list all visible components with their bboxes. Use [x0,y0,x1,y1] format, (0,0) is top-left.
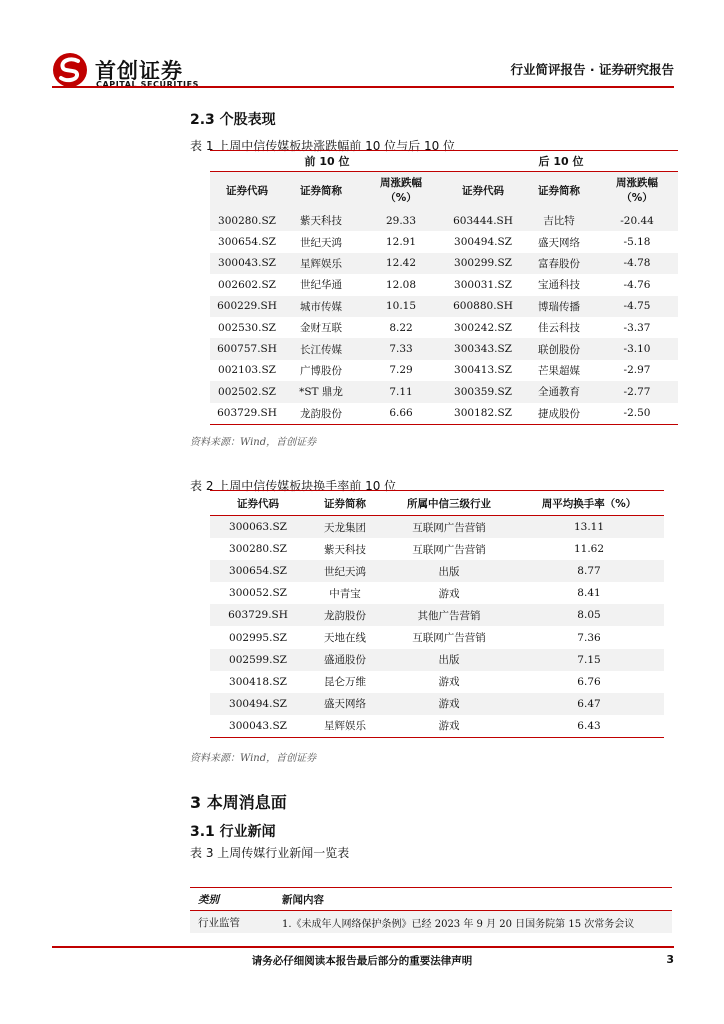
table-row [190,911,672,934]
table-cell: 002530.SZ [218,321,276,334]
table-cell: 300359.SZ [454,385,512,398]
table-cell: 全通教育 [538,386,581,399]
header-divider [52,86,674,88]
table-cell: 7.29 [389,364,413,377]
table-cell: -3.37 [623,321,651,334]
table-cell: 603729.SH [228,609,288,622]
table-cell: 互联网广告营销 [412,521,486,534]
table-cell: 600229.SH [217,300,277,313]
table-cell: 8.77 [577,565,601,578]
table-row [210,560,664,582]
table-row [210,338,678,359]
legal-disclaimer-note: 请务必仔细阅读本报告最后部分的重要法律声明 [251,955,473,967]
table-cell: 12.08 [385,278,417,291]
table-cell: 12.42 [385,257,417,270]
report-type-title: 行业简评报告 · 证券研究报告 [510,62,674,77]
table-cell: 10.15 [385,300,417,313]
table-cell: 29.33 [385,214,417,227]
table2-caption: 表 2 上周中信传媒板块换手率前 10 位 [190,479,397,493]
table-header-row [210,491,664,516]
table-cell: 中青宝 [329,587,361,600]
table-cell: 13.11 [573,521,605,534]
table-cell: 300280.SZ [218,214,276,227]
table-cell: 300413.SZ [454,364,512,377]
table-cell: -2.77 [623,385,651,398]
table-cell: 昆仑万维 [324,676,366,689]
column-header: 证券简称 [300,184,342,197]
table-cell: -2.97 [623,364,651,377]
group-header-bottom10: 后 10 位 [444,151,678,172]
section-heading-3: 3 本周消息面 [190,793,287,812]
table-cell: 7.33 [389,343,413,356]
table-cell: 博瑞传播 [538,300,581,313]
table-cell: 6.47 [577,697,601,710]
table-cell: 7.11 [389,385,413,398]
table-cell: -5.18 [623,236,651,249]
table-cell: 300654.SZ [229,565,287,578]
section-heading-3-1: 3.1 行业新闻 [190,824,276,840]
table-cell: 盛天网络 [538,236,581,249]
logo-text-cn: 首创证券 [95,59,183,83]
table1-caption: 表 1 上周中信传媒板块涨跌幅前 10 位与后 10 位 [190,139,456,153]
table-cell: -4.76 [623,278,651,291]
table-cell: 603444.SH [453,214,513,227]
table-row [210,516,664,539]
table-cell: 天地在线 [324,632,366,645]
table-turnover-rate [210,490,664,738]
table-cell: 7.36 [577,631,601,644]
table3-caption: 表 3 上周传媒行业新闻一览表 [190,846,350,860]
table-cell: 300043.SZ [218,257,276,270]
table-row [210,381,678,402]
table-cell: 龙韵股份 [324,609,366,622]
table-row [210,231,678,252]
table-row [210,296,678,317]
table-cell: 长江传媒 [300,343,342,356]
table-cell: 300280.SZ [229,543,287,556]
table2-source: 资料来源：Wind，首创证券 [190,753,317,764]
table-cell: 600757.SH [217,343,277,356]
table-cell: 002103.SZ [218,364,276,377]
table-cell: 游戏 [438,587,460,600]
table-cell: 天龙集团 [324,521,366,534]
table-cell: -3.10 [623,343,651,356]
table-cell: 紫天科技 [324,543,366,556]
table-cell: 富春股份 [538,257,581,270]
table-row [210,274,678,295]
table-cell: 300043.SZ [229,719,287,732]
table-cell: 盛天网络 [324,698,366,711]
table-cell: 300063.SZ [229,521,287,534]
table-cell: -4.75 [623,300,651,313]
news-category: 行业监管 [190,911,282,934]
table-cell: 002602.SZ [218,278,276,291]
table-cell: 游戏 [438,720,460,733]
column-header: 证券代码 [226,184,268,197]
table-cell: 世纪天鸿 [300,236,342,249]
table-cell: 300494.SZ [229,697,287,710]
table-row [210,649,664,671]
table-industry-news [190,887,672,933]
table-header-row [210,172,678,211]
table-cell: 300242.SZ [454,321,512,334]
table-row [210,604,664,626]
table-cell: 紫天科技 [300,215,342,228]
column-header: 证券代码 [210,491,306,516]
table-cell: 600880.SH [453,300,513,313]
footer-divider [52,946,674,948]
column-header: 所属中信三级行业 [384,491,514,516]
table-cell: 互联网广告营销 [412,543,486,556]
table-cell: 6.66 [389,407,413,420]
table-row [210,582,664,604]
table-cell: 城市传媒 [300,300,342,313]
table-cell: 盛通股份 [324,654,366,667]
table-row [210,210,678,231]
table-cell: 7.15 [577,653,601,666]
news-content: 1.《未成年人网络保护条例》已经 2023 年 9 月 20 日国务院第 15 次常务会议 [282,911,672,934]
table-cell: 12.91 [385,236,417,249]
table-cell: 广博股份 [300,364,342,377]
table-stock-performance [210,150,678,425]
group-header-top10: 前 10 位 [210,151,444,172]
table-cell: 8.41 [577,587,601,600]
table-header-row [190,888,672,911]
table-cell: 游戏 [438,676,460,689]
table-cell: 300343.SZ [454,343,512,356]
table-cell: 金财互联 [300,322,342,335]
table-cell: 星辉娱乐 [324,720,366,733]
table-cell: 吉比特 [543,215,575,228]
table-cell: 世纪天鸿 [324,565,366,578]
table1-source: 资料来源：Wind，首创证券 [190,437,317,448]
column-header: 周平均换手率（%） [514,491,664,516]
table-cell: -20.44 [620,214,654,227]
table-cell: 6.76 [577,675,601,688]
table-row [210,715,664,738]
table-row [210,317,678,338]
table-cell: 300418.SZ [229,675,287,688]
column-header: 类别 [198,893,219,906]
table-cell: 联创股份 [538,343,581,356]
table-cell: 其他广告营销 [417,609,481,622]
capital-securities-logo-icon [52,52,88,88]
table-cell: 002995.SZ [229,631,287,644]
table-cell: 11.62 [573,543,605,556]
table-cell: 300494.SZ [454,236,512,249]
table-cell: 宝通科技 [538,279,581,292]
table-cell: 星辉娱乐 [300,257,342,270]
table-cell: 300299.SZ [454,257,512,270]
table-cell: 002502.SZ [218,385,276,398]
table-cell: 300182.SZ [454,407,512,420]
table-cell: 芒果超媒 [538,364,581,377]
column-header: 周涨跌幅（%） [616,177,659,204]
table-cell: -4.78 [623,257,651,270]
table-row [210,671,664,693]
table-cell: 8.22 [389,321,413,334]
table-cell: 300052.SZ [229,587,287,600]
table-cell: 游戏 [438,698,460,711]
column-header: 证券简称 [306,491,384,516]
logo-text-en: CAPITAL SECURITIES [96,80,200,89]
table-cell: 8.05 [577,609,601,622]
table-cell: 603729.SH [217,407,277,420]
table-cell: 捷成股份 [538,407,581,420]
table-cell: 出版 [438,565,460,578]
table-row [210,693,664,715]
column-header: 新闻内容 [282,893,324,906]
table-cell: 互联网广告营销 [412,632,486,645]
table-row [210,360,678,381]
table-cell: 佳云科技 [538,322,581,335]
table-cell: 6.43 [577,719,601,732]
table-cell: 龙韵股份 [300,407,342,420]
section-heading-2-3: 2.3 个股表现 [190,112,276,128]
table-cell: -2.50 [623,407,651,420]
column-header: 周涨跌幅（%） [380,177,422,204]
column-header: 证券简称 [538,184,581,197]
table-cell: 300654.SZ [218,236,276,249]
table-row [210,538,664,560]
table-cell: 002599.SZ [229,653,287,666]
table-cell: *ST 鼎龙 [299,386,343,399]
table-cell: 世纪华通 [300,279,342,292]
table-cell: 出版 [438,654,460,667]
table-cell: 300031.SZ [454,278,512,291]
table-row [210,403,678,425]
column-header: 证券代码 [462,184,505,197]
page-number: 3 [666,953,674,966]
table-row [210,253,678,274]
table-row [210,626,664,648]
